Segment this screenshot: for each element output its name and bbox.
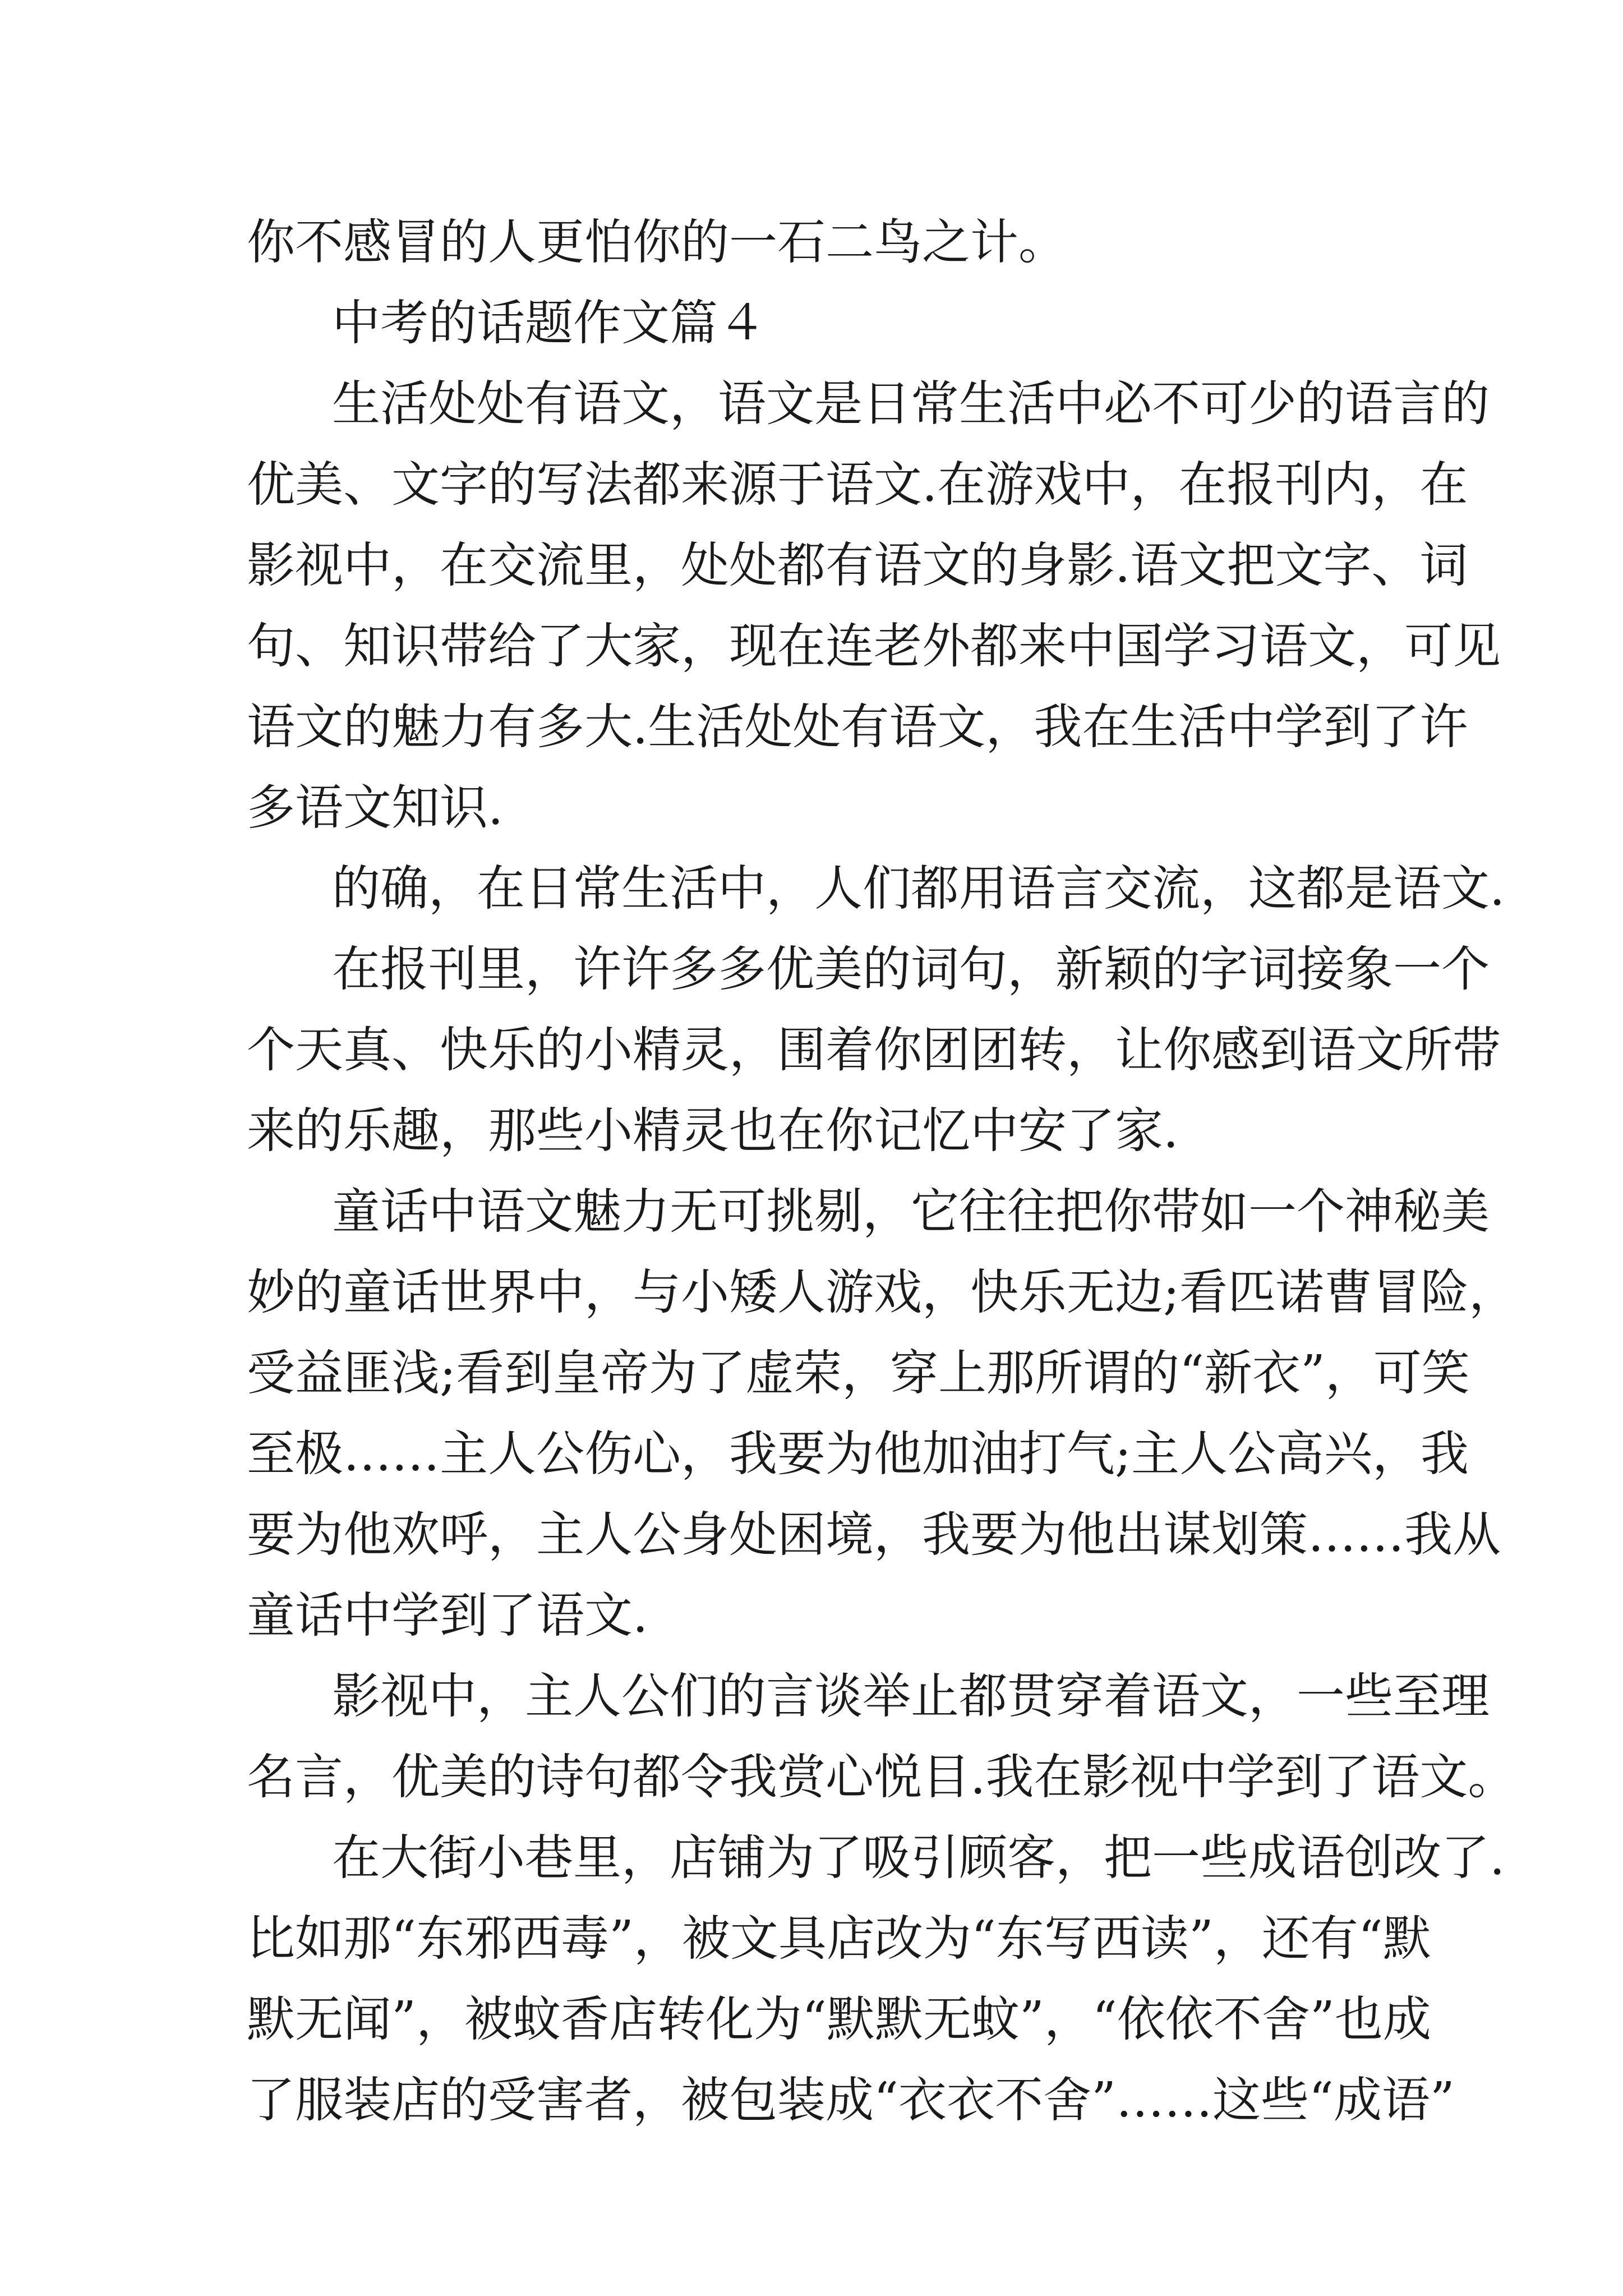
text-line: 个天真、快乐的小精灵，围着你团团转，让你感到语文所带 bbox=[247, 1022, 1501, 1078]
text-line: 影视中，在交流里，处处都有语文的身影.语文把文字、词 bbox=[247, 537, 1468, 593]
text-line: 来的乐趣，那些小精灵也在你记忆中安了家. bbox=[247, 1103, 1179, 1159]
text-line: 默无闻”，被蚊香店转化为“默默无蚊”，“依依不舍”也成 bbox=[247, 1991, 1431, 2047]
text-line: 多语文知识. bbox=[247, 780, 504, 836]
text-line: 比如那“东邪西毒”，被文具店改为“东写西读”，还有“默 bbox=[247, 1911, 1431, 1967]
text-line: 在报刊里，许许多多优美的词句，新颖的字词接象一个 bbox=[332, 941, 1490, 997]
text-line: 童话中语文魅力无可挑剔，它往往把你带如一个神秘美 bbox=[332, 1184, 1490, 1240]
text-line: 语文的魅力有多大.生活处处有语文，我在生活中学到了许 bbox=[247, 699, 1468, 755]
text-line: 在大街小巷里，店铺为了吸引顾客，把一些成语创改了. bbox=[332, 1830, 1505, 1886]
text-line: 至极……主人公伤心，我要为他加油打气;主人公高兴，我 bbox=[247, 1426, 1469, 1482]
text-line: 优美、文字的写法都来源于语文.在游戏中，在报刊内，在 bbox=[247, 457, 1468, 513]
text-line: 的确，在日常生活中，人们都用语言交流，这都是语文. bbox=[332, 861, 1505, 917]
text-line: 名言，优美的诗句都令我赏心悦目.我在影视中学到了语文。 bbox=[247, 1749, 1516, 1805]
text-line: 要为他欢呼，主人公身处困境，我要为他出谋划策……我从 bbox=[247, 1507, 1501, 1563]
text-line: 影视中，主人公们的言谈举止都贯穿着语文，一些至理 bbox=[332, 1668, 1490, 1724]
text-line: 生活处处有语文，语文是日常生活中必不可少的语言的 bbox=[332, 376, 1490, 432]
text-line: 句、知识带给了大家，现在连老外都来中国学习语文，可见 bbox=[247, 618, 1501, 674]
text-line: 中考的话题作文篇４ bbox=[332, 295, 766, 351]
document-body bbox=[247, 202, 1517, 2141]
text-line: 妙的童话世界中，与小矮人游戏，快乐无边;看匹诺曹冒险， bbox=[247, 1264, 1517, 1320]
text-line: 了服装店的受害者，被包装成“衣衣不舍”……这些“成语” bbox=[247, 2072, 1455, 2128]
text-line: 受益匪浅;看到皇帝为了虚荣，穿上那所谓的“新衣”，可笑 bbox=[247, 1345, 1470, 1401]
text-line: 你不感冒的人更怕你的一石二鸟之计。 bbox=[247, 214, 1067, 270]
text-line: 童话中学到了语文. bbox=[247, 1588, 648, 1644]
